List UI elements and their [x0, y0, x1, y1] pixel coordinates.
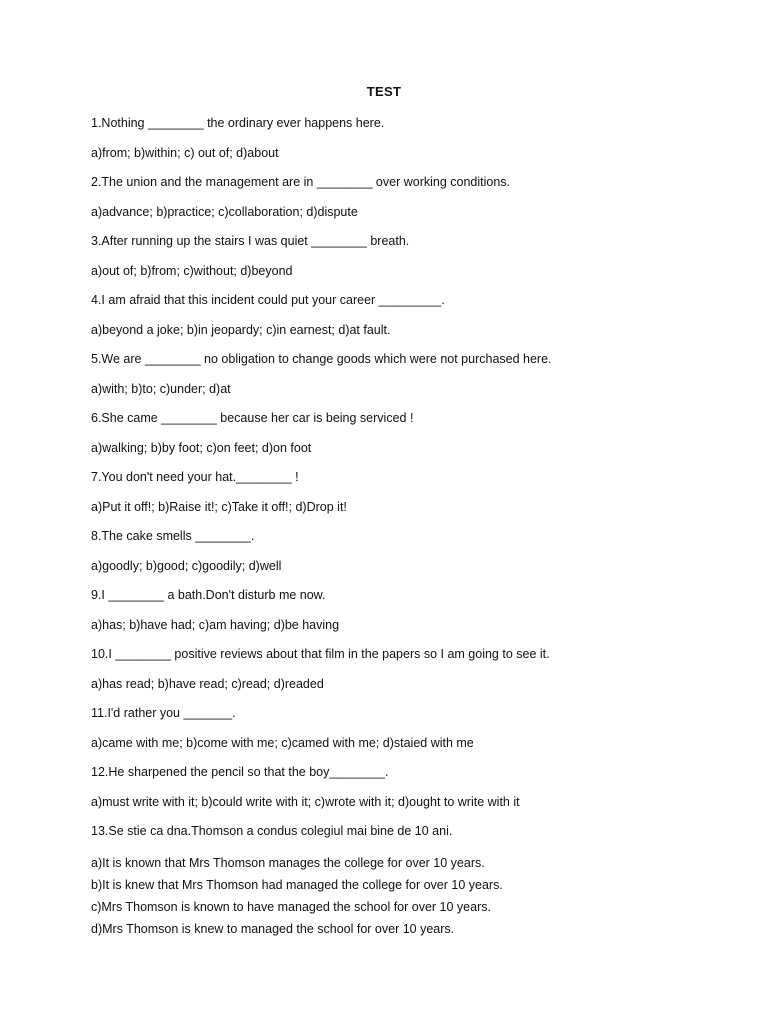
question-text: 11.I'd rather you _______.: [91, 706, 236, 720]
question-text: 2.The union and the management are in ________ over working conditions.: [91, 175, 511, 189]
question-options: a)beyond a joke; b)in jeopardy; c)in earnest; d)at fault.: [91, 322, 391, 337]
question-options: a)came with me; b)come with me; c)camed with me; d)staied with me: [91, 735, 474, 750]
question-options: a)must write with it; b)could write with it; c)wrote with it; d)ought to write with it: [91, 794, 520, 809]
question-options: a)out of; b)from; c)without; d)beyond: [91, 263, 293, 278]
question-option: b)It is knew that Mrs Thomson had managed the college for over 10 years.: [91, 877, 503, 892]
question-text: 13.Se stie ca dna.Thomson a condus colegiul mai bine de 10 ani.: [91, 824, 453, 838]
question-text: 10.I ________ positive reviews about that film in the papers so I am going to see it.: [91, 647, 550, 661]
question-text: 3.After running up the stairs I was quiet ________ breath.: [91, 234, 410, 248]
question-options: a)with; b)to; c)under; d)at: [91, 381, 231, 396]
question-text: 9.I ________ a bath.Don't disturb me now.: [91, 588, 326, 602]
question-option: d)Mrs Thomson is knew to managed the school for over 10 years.: [91, 921, 455, 936]
question-text: 6.She came ________ because her car is being serviced !: [91, 411, 414, 425]
question-list: [91, 114, 731, 940]
question-options: a)from; b)within; c) out of; d)about: [91, 145, 279, 160]
question-option: a)It is known that Mrs Thomson manages the college for over 10 years.: [91, 855, 485, 870]
question-options: a)has; b)have had; c)am having; d)be having: [91, 617, 340, 632]
question-text: 12.He sharpened the pencil so that the boy________.: [91, 765, 389, 779]
question-text: 7.You don't need your hat.________ !: [91, 470, 299, 484]
question-options: a)advance; b)practice; c)collaboration; d)dispute: [91, 204, 358, 219]
question-options: a)has read; b)have read; c)read; d)readed: [91, 676, 324, 691]
question-text: 5.We are ________ no obligation to change goods which were not purchased here.: [91, 352, 552, 366]
question-options: a)walking; b)by foot; c)on feet; d)on foot: [91, 440, 312, 455]
question-options: a)goodly; b)good; c)goodily; d)well: [91, 558, 282, 573]
question-option: c)Mrs Thomson is known to have managed the school for over 10 years.: [91, 899, 491, 914]
question-options: a)Put it off!; b)Raise it!; c)Take it off!; d)Drop it!: [91, 499, 347, 514]
question-text: 4.I am afraid that this incident could put your career _________.: [91, 293, 445, 307]
page-title: TEST: [366, 84, 402, 99]
question-text: 8.The cake smells ________.: [91, 529, 255, 543]
question-text: 1.Nothing ________ the ordinary ever happens here.: [91, 116, 385, 130]
